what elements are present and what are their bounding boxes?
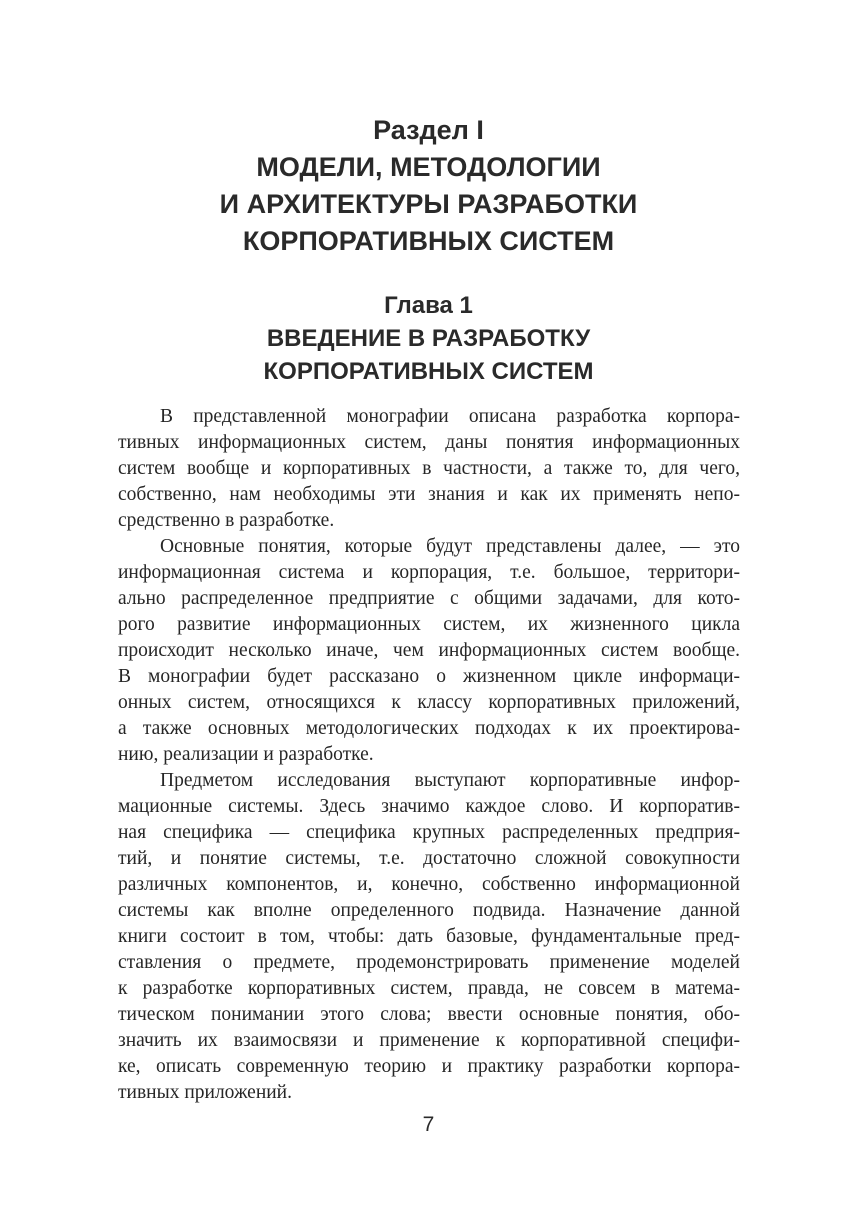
chapter-heading [0, 289, 857, 388]
text-line: систем вообще и корпоративных в частности, а также то, для чего, [118, 458, 740, 479]
text-line: книги состоит в том, чтобы: дать базовые, фундаментальные пред- [118, 926, 740, 947]
text-line: средственно в разработке. [118, 510, 335, 531]
body-text [118, 404, 740, 1106]
text-line: нию, реализации и разработке. [118, 744, 374, 765]
section-heading [0, 112, 857, 260]
text-line: ставления о предмете, продемонстрировать применение моделей [118, 952, 740, 973]
paragraph [118, 404, 740, 534]
text-line: а также основных методологических подходах к их проектирова- [118, 718, 740, 739]
text-line: В представленной монографии описана разработка корпора- [160, 406, 740, 427]
text-line: тивных приложений. [118, 1082, 292, 1103]
text-line: происходит несколько иначе, чем информационных систем вообще. [118, 640, 740, 661]
text-line: системы как вполне определенного подвида. Назначение данной [118, 900, 740, 921]
section-title-line: КОРПОРАТИВНЫХ СИСТЕМ [242, 226, 615, 256]
chapter-title-line: ВВЕДЕНИЕ В РАЗРАБОТКУ [266, 325, 591, 352]
text-line: ально распределенное предприятие с общими задачами, для кото- [118, 588, 740, 609]
paragraph [118, 534, 740, 768]
text-line: тий, и понятие системы, т.е. достаточно сложной совокупности [118, 848, 740, 869]
paragraph [118, 768, 740, 1106]
text-line: собственно, нам необходимы эти знания и как их применять непо- [118, 484, 740, 505]
chapter-label: Глава 1 [384, 292, 473, 319]
text-line: онных систем, относящихся к классу корпоративных приложений, [118, 692, 740, 713]
text-line: информационная система и корпорация, т.е. большое, территори- [118, 562, 740, 583]
text-line: значить их взаимосвязи и применение к корпоративной специфи- [118, 1030, 740, 1051]
text-line: мационные системы. Здесь значимо каждое слово. И корпоратив- [118, 796, 740, 817]
section-label: Раздел I [373, 115, 484, 145]
text-line: ная специфика — специфика крупных распределенных предприя- [118, 822, 740, 843]
text-line: ке, описать современную теорию и практику разработки корпора- [118, 1056, 740, 1077]
text-line: рого развитие информационных систем, их жизненного цикла [118, 614, 740, 635]
text-line: к разработке корпоративных систем, правда, не совсем в матема- [118, 978, 740, 999]
text-line: Предметом исследования выступают корпоративные инфор- [160, 770, 740, 791]
text-line: В монографии будет рассказано о жизненном цикле информаци- [118, 666, 740, 687]
text-line: различных компонентов, и, конечно, собственно информационной [118, 874, 740, 895]
section-title-line: И АРХИТЕКТУРЫ РАЗРАБОТКИ [219, 189, 638, 219]
text-line: тивных информационных систем, даны понятия информационных [118, 432, 740, 453]
text-line: Основные понятия, которые будут представлены далее, — это [160, 536, 740, 557]
page-number: 7 [422, 1113, 435, 1136]
section-title-line: МОДЕЛИ, МЕТОДОЛОГИИ [256, 152, 601, 182]
text-line: тическом понимании этого слова; ввести основные понятия, обо- [118, 1004, 740, 1025]
chapter-title-line: КОРПОРАТИВНЫХ СИСТЕМ [263, 358, 594, 385]
